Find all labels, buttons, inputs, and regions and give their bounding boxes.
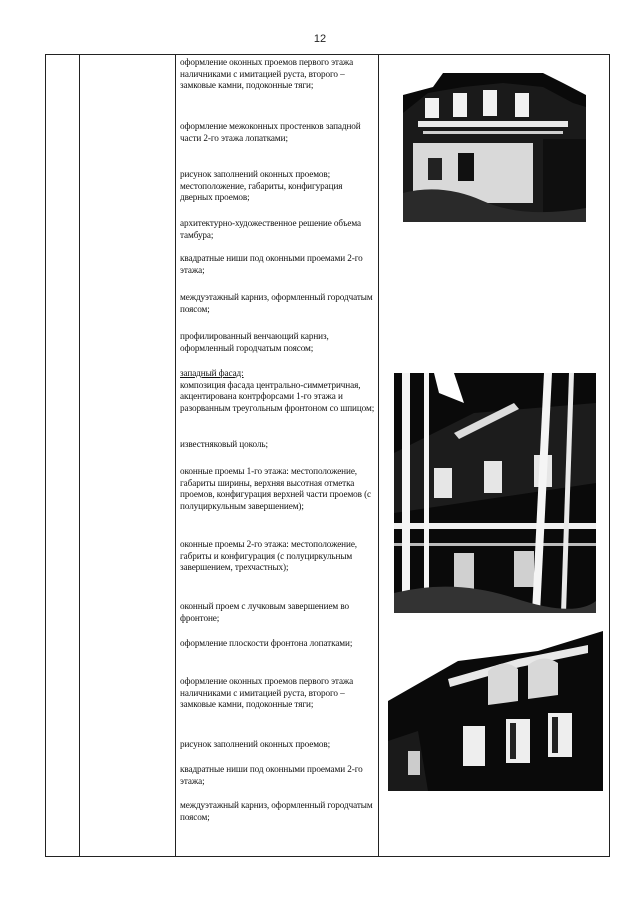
document-table (45, 54, 610, 857)
page-number: 12 (313, 33, 327, 45)
list-item: известняковый цоколь; (180, 439, 268, 449)
building-photo (394, 373, 596, 613)
list-item: оконные проемы 1-го этажа: местоположение, габариты ширины, верхняя высотная отметка проемов, конфигурация верхней части проемов (с полуциркульным завершением); (180, 466, 372, 511)
building-photo (403, 73, 586, 222)
list-item: профилированный венчающий карниз, оформленный городчатым поясом; (180, 331, 329, 353)
list-item: оконные проемы 2-го этажа: местоположение, габриты и конфигурация (с полуциркульным завершением, трехчастных); (180, 539, 357, 572)
list-item: междуэтажный карниз, оформленный городчатым поясом; (180, 800, 373, 822)
list-item: рисунок заполнений оконных проемов; местоположение, габариты, конфигурация дверных проемов; (180, 169, 343, 202)
list-item: оконный проем с лучковым завершением во фронтоне; (180, 601, 350, 623)
column-divider (378, 55, 379, 856)
list-item: квадратные ниши под оконными проемами 2-го этажа; (180, 764, 363, 786)
list-item: архитектурно-художественное решение объема тамбура; (180, 218, 361, 240)
list-item: междуэтажный карниз, оформленный городчатым поясом; (180, 292, 373, 314)
column-divider (175, 55, 176, 856)
list-item: рисунок заполнений оконных проемов; (180, 739, 331, 749)
list-item: оформление оконных проемов первого этажа наличниками с имитацией руста, второго – замковые камни, подоконные тяги; (180, 57, 354, 90)
section-heading: западный фасад: (180, 368, 244, 378)
list-item: квадратные ниши под оконными проемами 2-го этажа; (180, 253, 363, 275)
list-item: оформление плоскости фронтона лопатками; (180, 638, 353, 648)
list-item: композиция фасада центрально-симметричная, акцентирована контрфорсами 1-го этажа и разорванным треугольным фронтоном со шпицом; (180, 379, 375, 413)
list-item: оформление межоконных простенков западной части 2-го этажа лопатками; (180, 121, 361, 143)
west-facade-section (180, 368, 376, 414)
building-photo (388, 631, 603, 791)
column-divider (79, 55, 80, 856)
list-item: оформление оконных проемов первого этажа наличниками с имитацией руста, второго – замковые камни, подоконные тяги; (180, 676, 354, 709)
